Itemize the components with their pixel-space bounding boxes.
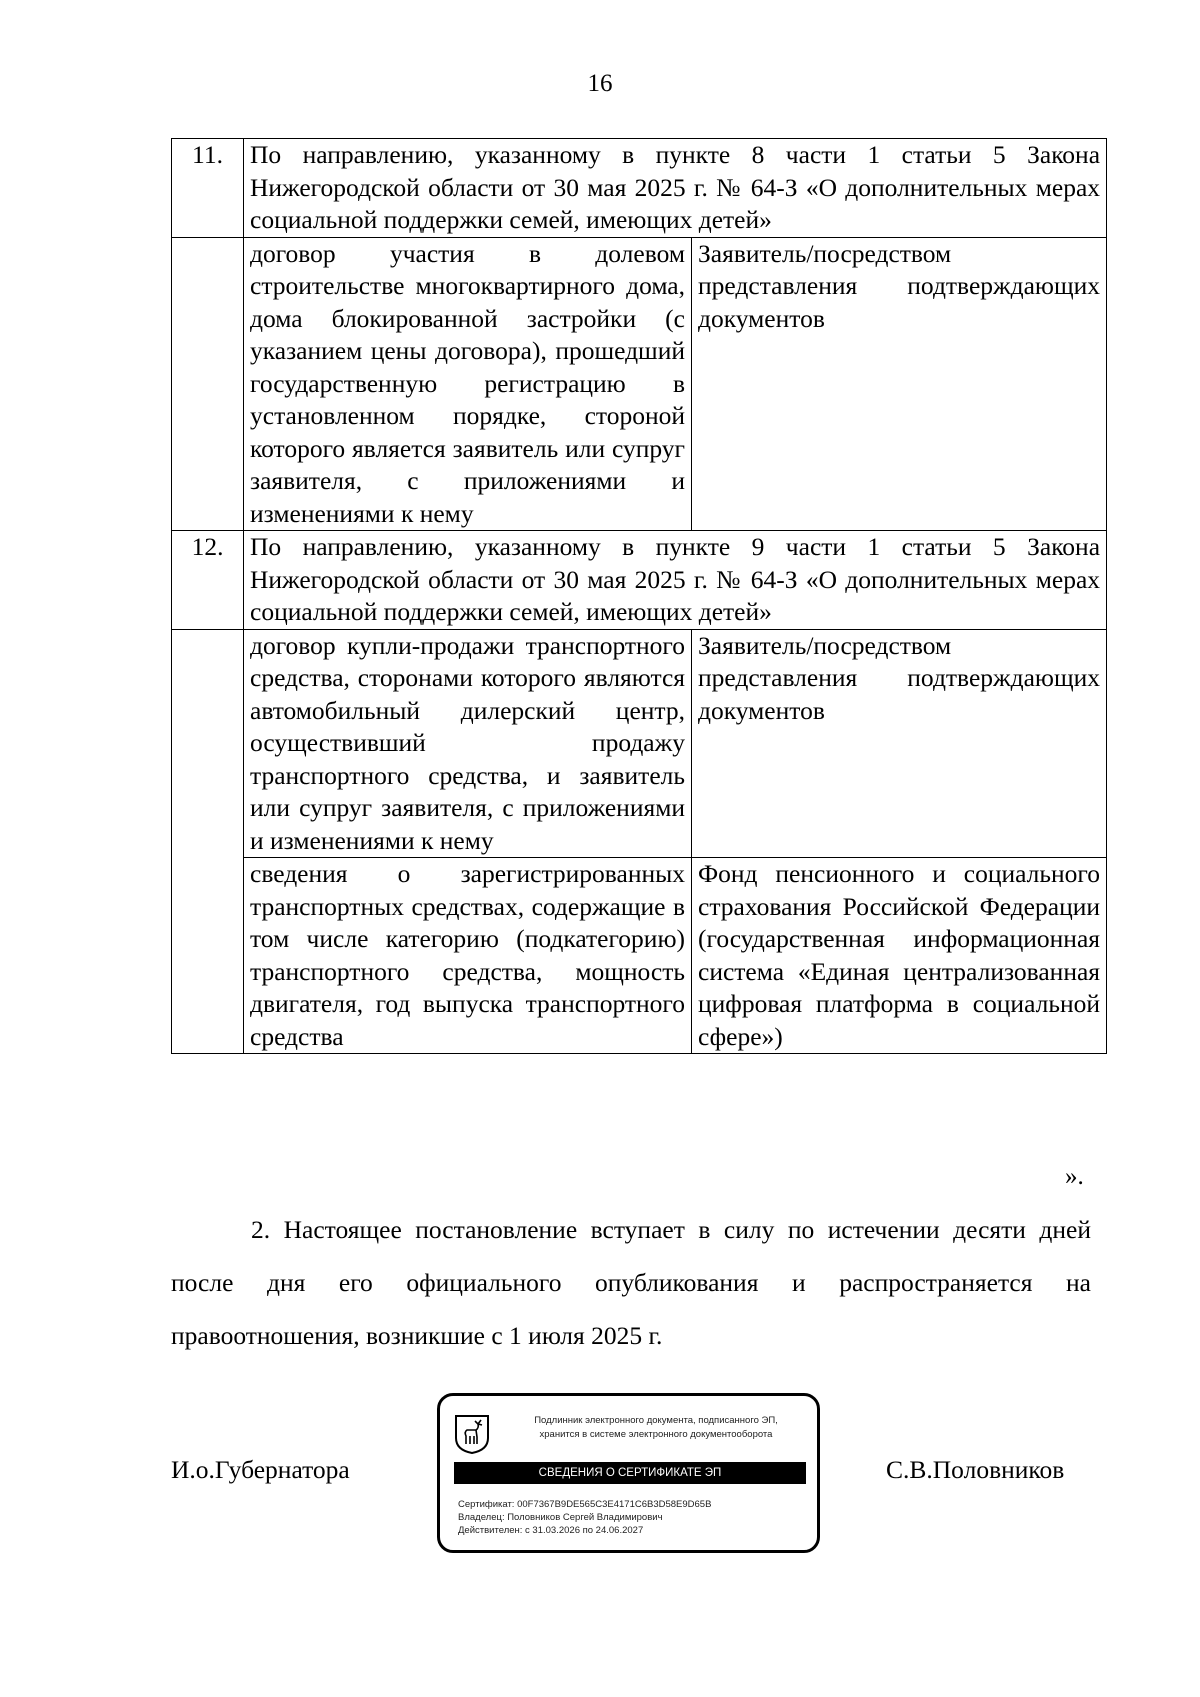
certificate-bar: СВЕДЕНИЯ О СЕРТИФИКАТЕ ЭП	[454, 1462, 806, 1484]
closing-quote: ».	[1065, 1163, 1084, 1190]
stamp-caption-line: Подлинник электронного документа, подписанного ЭП,	[534, 1415, 778, 1426]
certificate-owner: Владелец: Половников Сергей Владимирович	[458, 1512, 663, 1523]
page-number: 16	[587, 70, 613, 97]
source-cell: Фонд пенсионного и социального страхования Российской Федерации (государственная информационная система «Единая централизованная цифровая платформа в социальной сфере»)	[692, 858, 1107, 1054]
table-row	[172, 858, 1107, 1054]
certificate-info	[458, 1498, 711, 1537]
certificate-number: Сертификат: 00F7367B9DE565C3E4171C6B3D58E9D65B	[458, 1499, 712, 1510]
source-cell: Заявитель/посредством представления подтверждающих документов	[692, 237, 1107, 531]
stamp-caption	[506, 1414, 806, 1442]
row-number-empty	[172, 629, 244, 1054]
signatory-position: И.о.Губернатора	[171, 1455, 350, 1484]
document-cell: сведения о зарегистрированных транспортных средствах, содержащие в том числе категорию (подкатегорию) транспортного средства, мощность двигателя, год выпуска транспортного средства	[244, 858, 692, 1054]
certificate-validity: Действителен: с 31.03.2026 по 24.06.2027	[458, 1525, 644, 1536]
row-number: 12.	[172, 531, 244, 630]
stamp-caption-line: хранится в системе электронного документооборота	[539, 1429, 773, 1440]
deer-coat-of-arms-icon	[454, 1414, 490, 1454]
signatory-name: С.В.Половников	[886, 1455, 1065, 1484]
electronic-signature-stamp	[437, 1393, 820, 1553]
document-cell: договор купли-продажи транспортного средства, сторонами которого являются автомобильный дилерский центр, осуществивший продажу транспортного средства, и заявитель или супруг заявителя, с приложениями и изменениями к нему	[244, 629, 692, 858]
documents-table	[171, 138, 1107, 1054]
section-heading: По направлению, указанному в пункте 8 части 1 статьи 5 Закона Нижегородской области от 30 мая 2025 г. № 64-З «О дополнительных мерах социальной поддержки семей, имеющих детей»	[244, 139, 1107, 238]
row-number: 11.	[172, 139, 244, 238]
source-cell: Заявитель/посредством представления подтверждающих документов	[692, 629, 1107, 858]
table-row	[172, 531, 1107, 630]
table-row	[172, 629, 1107, 858]
row-number-empty	[172, 237, 244, 531]
table-row	[172, 237, 1107, 531]
section-heading: По направлению, указанному в пункте 9 части 1 статьи 5 Закона Нижегородской области от 30 мая 2025 г. № 64-З «О дополнительных мерах социальной поддержки семей, имеющих детей»	[244, 531, 1107, 630]
paragraph-2: 2. Настоящее постановление вступает в силу по истечении десяти дней после дня его официального опубликования и распространяется на правоотношения, возникшие с 1 июля 2025 г.	[171, 1215, 1091, 1350]
document-cell: договор участия в долевом строительстве многоквартирного дома, дома блокированной застройки (с указанием цены договора), прошедший государственную регистрацию в установленном порядке, стороной которого является заявитель или супруг заявителя, с приложениями и изменениями к нему	[244, 237, 692, 531]
table-row	[172, 139, 1107, 238]
